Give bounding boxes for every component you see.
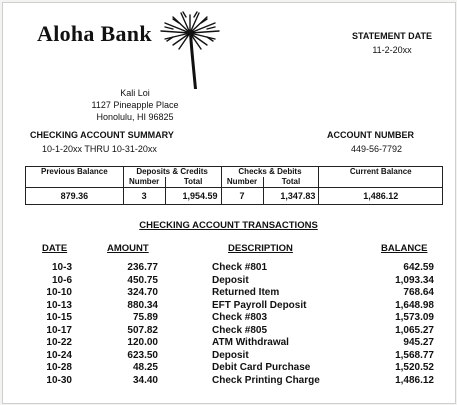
transaction-description: EFT Payroll Deposit bbox=[212, 299, 307, 311]
transaction-description: Check #805 bbox=[212, 324, 268, 336]
transaction-description: Check #801 bbox=[212, 262, 268, 273]
transactions-title: CHECKING ACCOUNT TRANSACTIONS bbox=[139, 220, 318, 231]
transaction-date: 10-15 bbox=[46, 312, 72, 323]
transaction-date: 10-28 bbox=[46, 362, 72, 373]
header-deposits-credits: Deposits & Credits bbox=[123, 167, 221, 178]
header-deposits-number: Number bbox=[123, 177, 165, 188]
transaction-balance: 642.59 bbox=[403, 262, 434, 273]
deposits-number-value: 3 bbox=[123, 188, 165, 205]
header-checks-debits: Checks & Debits bbox=[221, 167, 319, 178]
transaction-date: 10-13 bbox=[46, 299, 72, 311]
transaction-balance: 945.27 bbox=[403, 337, 434, 348]
summary-period: 10-1-20xx THRU 10-31-20xx bbox=[42, 144, 157, 154]
transaction-row bbox=[0, 325, 457, 338]
transaction-amount: 450.75 bbox=[127, 274, 158, 286]
transaction-description: Deposit bbox=[212, 349, 249, 361]
header-checks-total: Total bbox=[263, 177, 319, 188]
header-description: DESCRIPTION bbox=[228, 243, 293, 254]
transaction-amount: 48.25 bbox=[132, 362, 158, 373]
transaction-balance: 1,486.12 bbox=[395, 374, 434, 386]
header-checks-number: Number bbox=[221, 177, 263, 188]
transaction-date: 10-6 bbox=[51, 274, 72, 286]
transaction-date: 10-3 bbox=[51, 262, 72, 273]
header-deposits-total: Total bbox=[165, 177, 221, 188]
customer-name: Kali Loi bbox=[120, 88, 150, 98]
header-current-balance: Current Balance bbox=[319, 167, 443, 178]
transaction-row bbox=[0, 262, 457, 275]
checks-number-value: 7 bbox=[221, 188, 263, 205]
transaction-description: Check Printing Charge bbox=[212, 374, 320, 386]
deposits-total-value: 1,954.59 bbox=[165, 188, 221, 205]
statement-date: 11-2-20xx bbox=[372, 45, 412, 55]
transaction-date: 10-22 bbox=[46, 337, 72, 348]
statement-date-label: STATEMENT DATE bbox=[352, 31, 432, 41]
current-balance-value: 1,486.12 bbox=[319, 188, 443, 205]
transaction-row bbox=[0, 375, 457, 388]
transaction-amount: 34.40 bbox=[132, 374, 158, 386]
transaction-amount: 880.34 bbox=[127, 299, 158, 311]
account-summary-table bbox=[25, 166, 443, 205]
account-number: 449-56-7792 bbox=[351, 144, 403, 154]
transaction-balance: 1,648.98 bbox=[395, 299, 434, 311]
previous-balance-value: 879.36 bbox=[26, 188, 124, 205]
transaction-row bbox=[0, 300, 457, 313]
transaction-row bbox=[0, 337, 457, 350]
transaction-row bbox=[0, 312, 457, 325]
transaction-row bbox=[0, 275, 457, 288]
bank-name: Aloha Bank bbox=[37, 21, 152, 46]
transaction-amount: 324.70 bbox=[127, 287, 158, 298]
transactions-list bbox=[0, 262, 457, 387]
transaction-row bbox=[0, 362, 457, 375]
transaction-amount: 120.00 bbox=[127, 337, 158, 348]
header-previous-balance: Previous Balance bbox=[26, 167, 124, 178]
transaction-description: Deposit bbox=[212, 274, 249, 286]
summary-title: CHECKING ACCOUNT SUMMARY bbox=[30, 130, 174, 140]
transaction-date: 10-24 bbox=[46, 349, 72, 361]
transaction-balance: 1,568.77 bbox=[395, 349, 434, 361]
transaction-balance: 768.64 bbox=[403, 287, 434, 298]
palm-tree-logo bbox=[159, 9, 221, 91]
checks-total-value: 1,347.83 bbox=[263, 188, 319, 205]
customer-street: 1127 Pineapple Place bbox=[91, 100, 179, 110]
transaction-description: Returned Item bbox=[212, 287, 280, 298]
transaction-balance: 1,065.27 bbox=[395, 324, 434, 336]
transaction-date: 10-30 bbox=[46, 374, 72, 386]
transaction-description: Check #803 bbox=[212, 312, 268, 323]
transaction-amount: 507.82 bbox=[127, 324, 158, 336]
transaction-amount: 236.77 bbox=[127, 262, 158, 273]
transaction-amount: 623.50 bbox=[127, 349, 158, 361]
customer-city: Honolulu, HI 96825 bbox=[96, 112, 174, 122]
transaction-row bbox=[0, 350, 457, 363]
header-amount: AMOUNT bbox=[107, 243, 149, 254]
customer-address bbox=[55, 87, 215, 123]
transaction-date: 10-10 bbox=[46, 287, 72, 298]
transaction-description: Debit Card Purchase bbox=[212, 362, 311, 373]
transaction-balance: 1,520.52 bbox=[395, 362, 434, 373]
header-date: DATE bbox=[42, 243, 68, 254]
transaction-row bbox=[0, 287, 457, 300]
transaction-date: 10-17 bbox=[46, 324, 72, 336]
account-number-label: ACCOUNT NUMBER bbox=[327, 130, 414, 140]
header-balance: BALANCE bbox=[381, 243, 428, 254]
transaction-balance: 1,093.34 bbox=[395, 274, 434, 286]
transaction-amount: 75.89 bbox=[132, 312, 158, 323]
transaction-description: ATM Withdrawal bbox=[212, 337, 289, 348]
transaction-balance: 1,573.09 bbox=[395, 312, 434, 323]
